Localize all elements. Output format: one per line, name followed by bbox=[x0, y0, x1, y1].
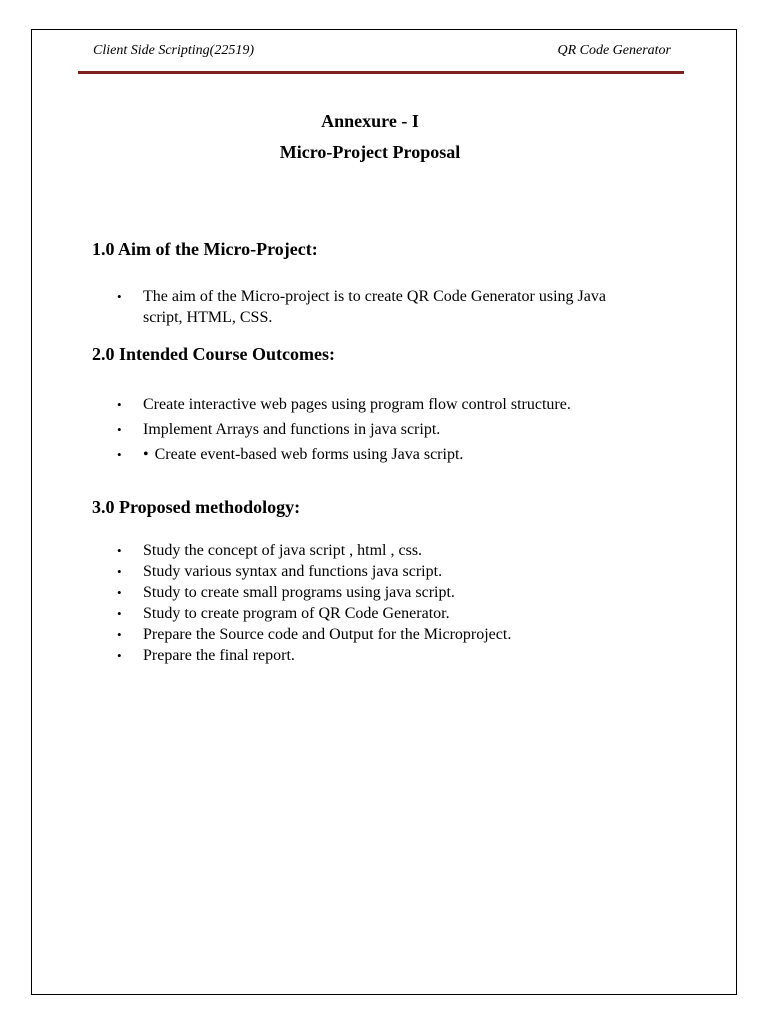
proposal-title: Micro-Project Proposal bbox=[279, 142, 461, 162]
list-item bbox=[0, 561, 646, 582]
list-item-text: Prepare the final report. bbox=[143, 647, 295, 664]
bullet-icon: • bbox=[117, 447, 122, 462]
bullet-icon: • bbox=[117, 564, 122, 579]
bullet-icon: • bbox=[117, 585, 122, 600]
list-item-text: Study various syntax and functions java script. bbox=[143, 563, 443, 580]
list-item bbox=[0, 582, 646, 603]
bullet-icon: • bbox=[117, 289, 122, 304]
section-heading-outcomes: 2.0 Intended Course Outcomes: bbox=[92, 344, 335, 364]
list-item bbox=[0, 540, 646, 561]
section-heading-methodology: 3.0 Proposed methodology: bbox=[92, 497, 301, 517]
list-item bbox=[0, 603, 646, 624]
inner-bullet-icon: • bbox=[143, 446, 149, 463]
list-item-text: Study to create small programs using java script. bbox=[143, 584, 455, 601]
bullet-icon: • bbox=[117, 627, 122, 642]
header-rule bbox=[78, 71, 684, 74]
list-item-text: Implement Arrays and functions in java script. bbox=[143, 421, 441, 438]
list-item-text: Create interactive web pages using program flow control structure. bbox=[143, 396, 571, 413]
section-heading-aim: 1.0 Aim of the Micro-Project: bbox=[92, 239, 318, 259]
bullet-icon: • bbox=[117, 648, 122, 663]
bullet-icon: • bbox=[117, 397, 122, 412]
methodology-list bbox=[0, 540, 646, 666]
list-item-text: Prepare the Source code and Output for the Microproject. bbox=[143, 626, 512, 643]
annexure-title: Annexure - I bbox=[321, 111, 419, 131]
list-item-text: Study to create program of QR Code Generator. bbox=[143, 605, 450, 622]
header-course-title: Client Side Scripting(22519) bbox=[93, 43, 254, 58]
list-item bbox=[0, 624, 646, 645]
list-item bbox=[0, 394, 646, 415]
list-item-text: Create event-based web forms using Java script. bbox=[154, 446, 464, 463]
bullet-icon: • bbox=[117, 606, 122, 621]
list-item bbox=[0, 286, 646, 328]
bullet-icon: • bbox=[117, 422, 122, 437]
list-item-text: The aim of the Micro-project is to create QR Code Generator using Java script, HTML, CSS. bbox=[143, 288, 606, 326]
aim-list bbox=[0, 286, 646, 328]
list-item bbox=[0, 444, 646, 465]
header-project-title: QR Code Generator bbox=[557, 43, 671, 58]
list-item-text: Study the concept of java script , html , css. bbox=[143, 542, 423, 559]
list-item bbox=[0, 645, 646, 666]
outcomes-list bbox=[0, 394, 646, 469]
list-item bbox=[0, 419, 646, 440]
bullet-icon: • bbox=[117, 543, 122, 558]
